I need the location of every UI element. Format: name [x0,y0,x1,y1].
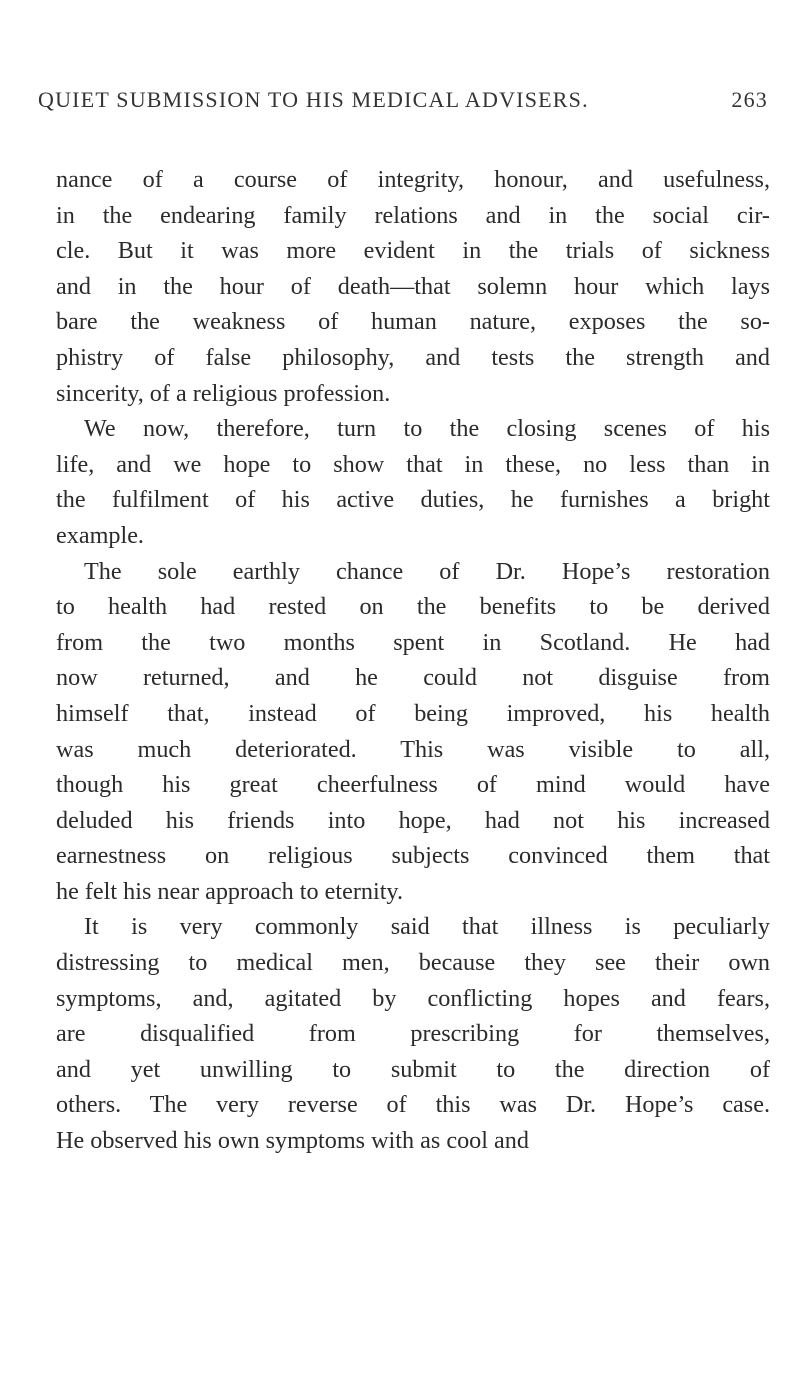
text-line: in the endearing family relations and in the social cir- [56,201,770,229]
text-line: himself that, instead of being improved, his health [56,699,770,727]
text-line: others. The very reverse of this was Dr. Hope’s case. [56,1091,770,1119]
text-line: life, and we hope to show that in these, no less than in [56,450,770,478]
text-line: earnestness on religious subjects convinced them that [56,842,770,870]
text-line: though his great cheerfulness of mind would have [56,771,770,799]
running-title: QUIET SUBMISSION TO HIS MEDICAL ADVISERS. [38,87,589,112]
text-line: phistry of false philosophy, and tests the strength and [56,343,770,371]
running-head [38,87,768,117]
page-number: 263 [731,87,768,112]
text-line: We now, therefore, turn to the closing scenes of his [84,415,770,443]
text-line: from the two months spent in Scotland. He had [56,628,770,656]
text-line: bare the weakness of human nature, exposes the so- [56,308,770,336]
text-line: The sole earthly chance of Dr. Hope’s restoration [84,557,770,585]
text-line: to health had rested on the benefits to be derived [56,593,770,621]
text-line: nance of a course of integrity, honour, and usefulness, [56,166,770,193]
text-line: and yet unwilling to submit to the direction of [56,1055,770,1083]
text-line: It is very commonly said that illness is peculiarly [84,913,770,941]
text-line: cle. But it was more evident in the trials of sickness [56,237,770,265]
text-line: deluded his friends into hope, had not his increased [56,806,770,834]
text-line: was much deteriorated. This was visible to all, [56,735,770,763]
text-line: example. [56,521,144,549]
text-line: he felt his near approach to eternity. [56,877,403,905]
text-line: the fulfilment of his active duties, he furnishes a bright [56,486,770,514]
body-text [56,162,770,1159]
text-line: symptoms, and, agitated by conflicting hopes and fears, [56,984,770,1012]
text-line: and in the hour of death—that solemn hour which lays [56,272,770,300]
text-line: sincerity, of a religious profession. [56,379,391,407]
text-line: now returned, and he could not disguise from [56,664,770,692]
text-line: are disqualified from prescribing for themselves, [56,1020,770,1048]
text-line: He observed his own symptoms with as cool and [56,1127,529,1155]
text-line: distressing to medical men, because they see their own [56,949,770,977]
